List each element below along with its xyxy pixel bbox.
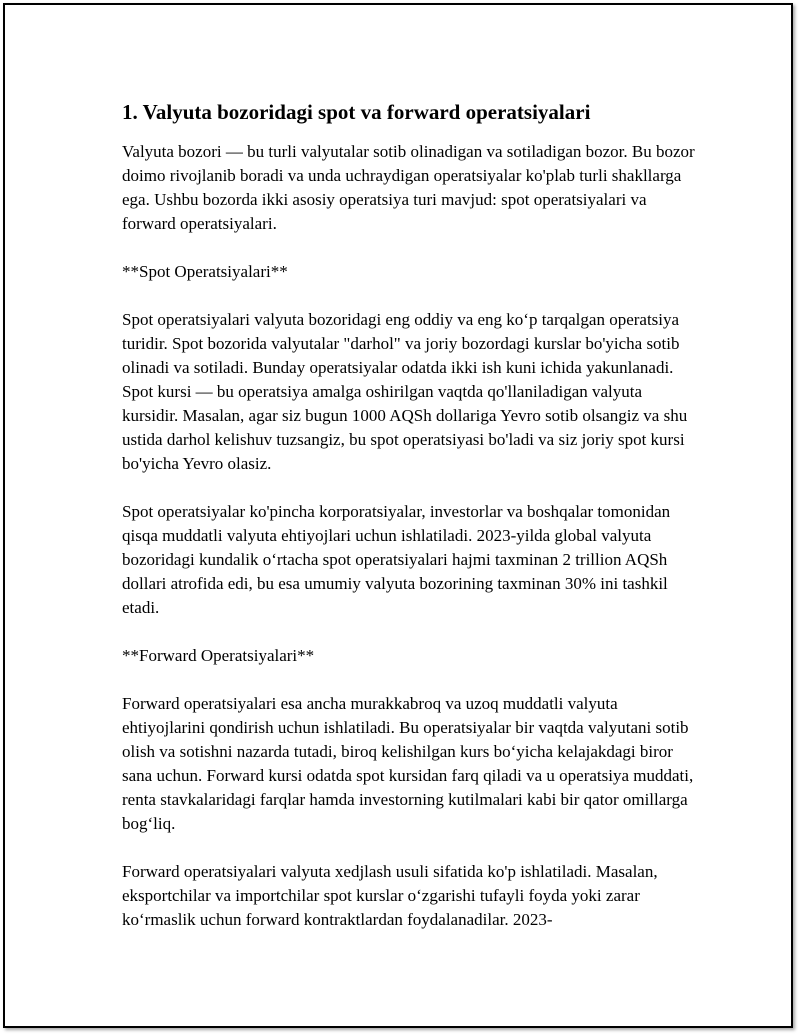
- document-title: 1. Valyuta bozoridagi spot va forward operatsiyalari: [122, 100, 591, 124]
- page-frame: [3, 3, 793, 1028]
- document-body: [122, 98, 697, 956]
- paragraph-spot-usage: Spot operatsiyalar ko'pincha korporatsiyalar, investorlar va boshqalar tomonidan qisqa muddatli valyuta ehtiyojlari uchun ishlatiladi. 2023-yilda global valyuta bozoridagi kundalik oʻrtacha spot operatsiyalari hajmi taxminan 2 trillion AQSh dollari atrofida edi, bu esa umumiy valyuta bozorining taxminan 30% ini tashkil etadi.: [122, 502, 671, 617]
- paragraph-spot-definition: Spot operatsiyalari valyuta bozoridagi eng oddiy va eng koʻp tarqalgan operatsiya turidir. Spot bozorida valyutalar "darhol" va joriy bozordagi kurslar bo'yicha sotib olinadi va sotiladi. Bunday operatsiyalar odatda ikki ish kuni ichida yakunlanadi. Spot kursi — bu operatsiya amalga oshirilgan vaqtda qo'llaniladigan valyuta kursidir. Masalan, agar siz bugun 1000 AQSh dollariga Yevro sotib olsangiz va shu ustida darhol kelishuv tuzsangiz, bu spot operatsiyasi bo'ladi va siz joriy spot kursi bo'yicha Yevro olasiz.: [122, 310, 688, 473]
- section-heading-forward: **Forward Operatsiyalari**: [122, 646, 315, 665]
- paragraph-forward-definition: Forward operatsiyalari esa ancha murakkabroq va uzoq muddatli valyuta ehtiyojlarini qondirish uchun ishlatiladi. Bu operatsiyalar bir vaqtda valyutani sotib olish va sotishni nazarda tutadi, biroq kelishilgan kurs boʻyicha kelajakdagi biror sana uchun. Forward kursi odatda spot kursidan farq qiladi va u operatsiya muddati, renta stavkalaridagi farqlar hamda investorning kutilmalari kabi bir qator omillarga bogʻliq.: [122, 694, 694, 833]
- paragraph-forward-usage: Forward operatsiyalari valyuta xedjlash usuli sifatida ko'p ishlatiladi. Masalan, eksportchilar va importchilar spot kurslar oʻzgarishi tufayli foyda yoki zarar koʻrmaslik uchun forward kontraktlardan foydalanadilar. 2023-: [122, 862, 658, 929]
- paragraph-intro: Valyuta bozori — bu turli valyutalar sotib olinadigan va sotiladigan bozor. Bu bozor doimo rivojlanib boradi va unda uchraydigan operatsiyalar ko'plab turli shakllarga ega. Ushbu bozorda ikki asosiy operatsiya turi mavjud: spot operatsiyalari va forward operatsiyalari.: [122, 142, 695, 233]
- section-heading-spot: **Spot Operatsiyalari**: [122, 262, 288, 281]
